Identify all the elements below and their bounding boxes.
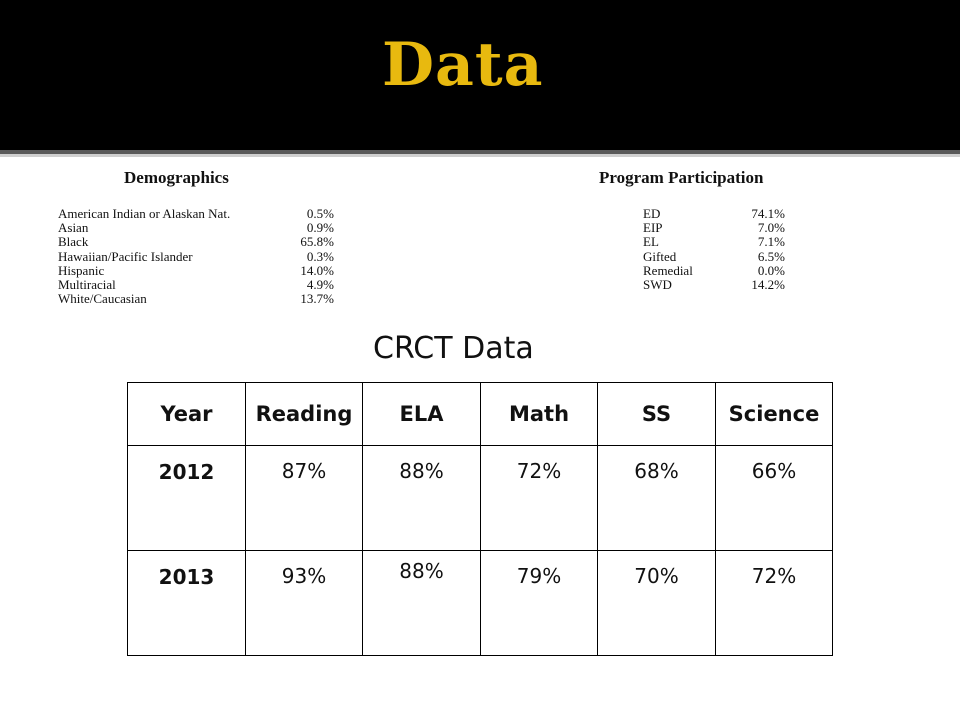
demographics-value: 13.7% <box>300 291 334 307</box>
program-value: 14.2% <box>751 276 785 292</box>
science-cell: 72% <box>716 551 833 656</box>
demographics-row <box>58 292 334 306</box>
column-header-ela: ELA <box>363 383 481 446</box>
program-label: ED <box>643 206 661 221</box>
program-row <box>643 235 785 249</box>
program-row <box>643 207 785 221</box>
demographics-value: 4.9% <box>306 276 334 292</box>
program-row <box>643 250 785 264</box>
demographics-row <box>58 235 334 249</box>
demographics-value: 0.3% <box>306 248 334 264</box>
program-label: Gifted <box>643 248 677 264</box>
program-value: 7.0% <box>757 220 785 236</box>
program-value: 6.5% <box>757 248 785 264</box>
demographics-row <box>58 250 334 264</box>
year-cell: 2012 <box>128 446 246 551</box>
table-row <box>128 551 833 656</box>
math-cell: 79% <box>481 551 598 656</box>
program-label: EL <box>643 234 659 250</box>
reading-cell: 93% <box>246 551 363 656</box>
demographics-value: 0.5% <box>306 206 334 221</box>
program-row <box>643 278 785 292</box>
table-header-row <box>128 383 833 446</box>
program-value: 7.1% <box>757 234 785 250</box>
ela-cell: 88% <box>363 446 481 551</box>
ss-cell: 68% <box>598 446 716 551</box>
demographics-row <box>58 264 334 278</box>
science-cell: 66% <box>716 446 833 551</box>
year-cell: 2013 <box>128 551 246 656</box>
program-value: 74.1% <box>751 206 785 221</box>
table-row <box>128 446 833 551</box>
program-row <box>643 221 785 235</box>
header-divider-highlight <box>0 154 960 157</box>
title-banner <box>0 0 960 150</box>
program-participation-list <box>643 207 785 292</box>
demographics-label: Hawaiian/Pacific Islander <box>58 248 193 264</box>
demographics-label: Black <box>58 234 89 250</box>
demographics-row <box>58 207 334 221</box>
program-label: EIP <box>643 220 663 236</box>
column-header-year: Year <box>128 383 246 446</box>
page-title: Data <box>382 30 544 100</box>
column-header-ss: SS <box>598 383 716 446</box>
crct-table <box>127 382 833 656</box>
column-header-reading: Reading <box>246 383 363 446</box>
program-row <box>643 264 785 278</box>
crct-heading: CRCT Data <box>373 331 534 366</box>
column-header-math: Math <box>481 383 598 446</box>
math-cell: 72% <box>481 446 598 551</box>
ss-cell: 70% <box>598 551 716 656</box>
demographics-heading: Demographics <box>124 168 229 187</box>
column-header-science: Science <box>716 383 833 446</box>
demographics-value: 14.0% <box>300 262 334 278</box>
demographics-value: 0.9% <box>306 220 334 236</box>
demographics-row <box>58 278 334 292</box>
demographics-label: White/Caucasian <box>58 291 147 307</box>
program-label: Remedial <box>643 262 693 278</box>
reading-cell: 87% <box>246 446 363 551</box>
program-participation-heading: Program Participation <box>599 168 764 187</box>
demographics-label: Hispanic <box>58 262 105 278</box>
demographics-value: 65.8% <box>300 234 334 250</box>
program-value: 0.0% <box>757 262 785 278</box>
demographics-list <box>58 207 334 306</box>
ela-cell: 88% <box>363 551 481 656</box>
demographics-label: Multiracial <box>58 276 116 292</box>
demographics-row <box>58 221 334 235</box>
program-label: SWD <box>643 276 672 292</box>
demographics-label: American Indian or Alaskan Nat. <box>58 206 231 221</box>
demographics-label: Asian <box>58 220 89 236</box>
